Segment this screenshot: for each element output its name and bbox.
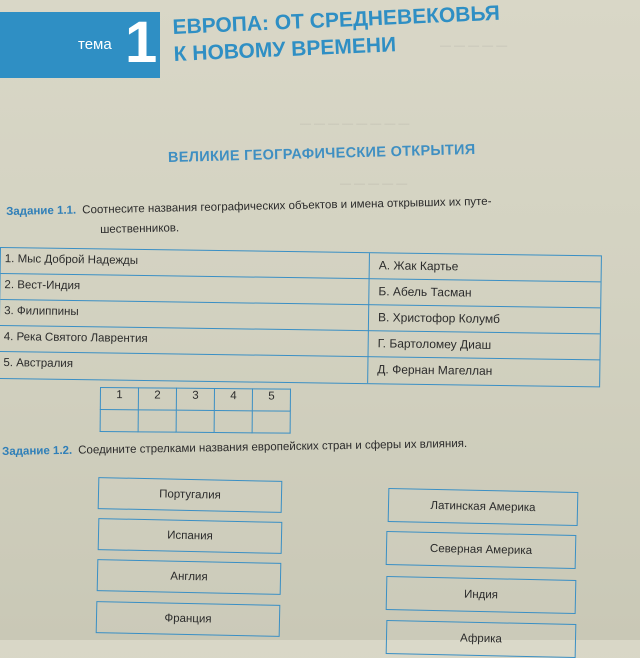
- explorer-v: В. Христофор Колумб: [377, 310, 501, 326]
- country-box-england: Англия: [97, 559, 282, 595]
- country-box-france: Франция: [96, 601, 281, 637]
- answer-cell-1[interactable]: [100, 410, 138, 432]
- task-1-2-text: Соедините стрелками названия европейских стран и сферы их влияния.: [78, 437, 468, 457]
- answer-cell-3[interactable]: [176, 410, 214, 432]
- answer-number-3: 3: [176, 388, 214, 410]
- bleed-through-text: — — — — — — — —: [300, 118, 410, 130]
- topic-title-line-1: ЕВРОПА: ОТ СРЕДНЕВЕКОВЬЯ: [172, 1, 501, 39]
- explorer-d: Д. Фернан Магеллан: [377, 362, 493, 378]
- region-box-latin-america: Латинская Америка: [388, 488, 579, 526]
- explorer-b: Б. Абель Тасман: [378, 284, 472, 300]
- task-1-2-label: Задание 1.2.: [2, 444, 73, 458]
- answer-grid: [100, 387, 291, 434]
- answer-cell-2[interactable]: [138, 410, 176, 432]
- task-1-1-instruction: [6, 196, 492, 218]
- region-box-india: Индия: [386, 576, 577, 614]
- topic-label: тема: [78, 36, 112, 53]
- geo-object-5: 5. Австралия: [3, 357, 74, 371]
- task-1-1-text-line-1: Соотнесите названия географических объектов и имена открывших их путе-: [82, 195, 492, 217]
- explorer-a: А. Жак Картье: [378, 258, 459, 274]
- task-1-2-instruction: [2, 438, 467, 458]
- task-1-1-instruction-cont: шественников.: [100, 222, 180, 236]
- answer-cell-4[interactable]: [214, 410, 252, 432]
- topic-number: 1: [125, 10, 158, 75]
- answer-number-5: 5: [252, 389, 290, 411]
- geo-object-3: 3. Филиппины: [4, 305, 79, 319]
- country-box-spain: Испания: [98, 518, 283, 554]
- answer-cell-5[interactable]: [252, 411, 290, 433]
- answer-number-1: 1: [100, 388, 138, 410]
- bleed-through-text: — — — — —: [340, 178, 408, 190]
- topic-title-line-2: К НОВОМУ ВРЕМЕНИ: [173, 33, 397, 66]
- answer-number-4: 4: [214, 388, 252, 410]
- answer-number-2: 2: [138, 388, 176, 410]
- region-box-north-america: Северная Америка: [386, 531, 577, 569]
- country-box-portugal: Португалия: [98, 477, 283, 513]
- bleed-through-text: — — — — —: [440, 40, 508, 52]
- section-title: ВЕЛИКИЕ ГЕОГРАФИЧЕСКИЕ ОТКРЫТИЯ: [167, 141, 476, 167]
- geo-object-1: 1. Мыс Доброй Надежды: [4, 253, 139, 267]
- region-box-africa: Африка: [386, 620, 577, 658]
- task-1-1-label: Задание 1.1.: [6, 204, 77, 218]
- topic-title: [172, 0, 502, 68]
- geo-object-2: 2. Вест-Индия: [4, 279, 81, 293]
- explorer-g: Г. Бартоломеу Диаш: [377, 336, 492, 352]
- matching-table: [0, 247, 602, 387]
- geo-object-4: 4. Река Святого Лаврентия: [3, 331, 148, 346]
